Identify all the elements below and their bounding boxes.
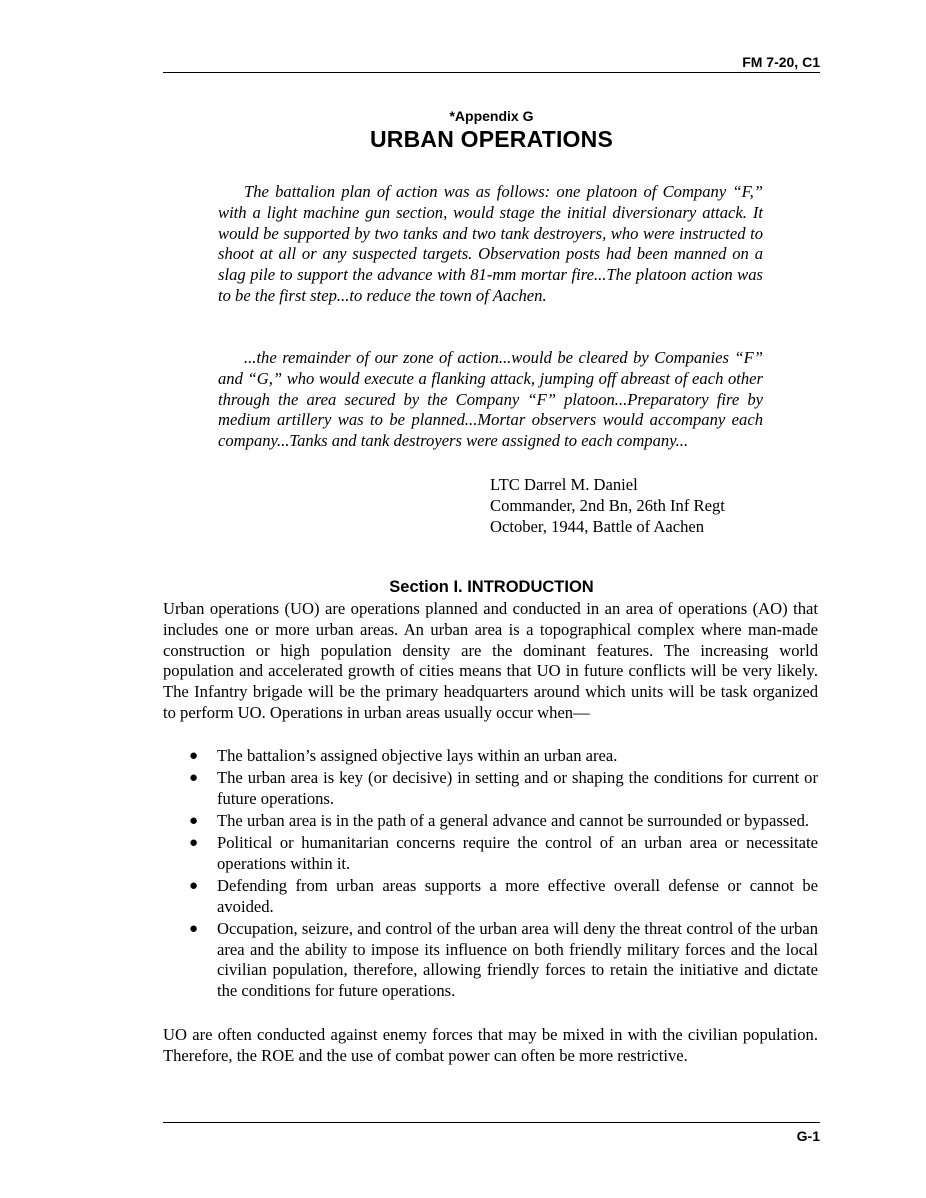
footer-rule	[163, 1122, 820, 1123]
quote-paragraph-2: ...the remainder of our zone of action...would be cleared by Companies “F” and “G,” who would execute a flanking attack, jumping off abreast of each other through the area secured by the Company “F” platoon...Preparatory fire by medium artillery was to be planned...Mortar observers would accompany each company...Tanks and tank destroyers were assigned to each company...	[218, 348, 763, 451]
list-item-text: The urban area is in the path of a general advance and cannot be surrounded or bypassed.	[217, 810, 810, 830]
bullet-icon: ●	[189, 920, 199, 937]
quote-attribution	[490, 475, 725, 537]
attribution-context: October, 1944, Battle of Aachen	[490, 516, 705, 536]
attribution-name: LTC Darrel M. Daniel	[490, 475, 638, 494]
list-item-text: The urban area is key (or decisive) in setting and or shaping the conditions for current or future operations.	[217, 768, 818, 808]
intro-paragraph: Urban operations (UO) are operations planned and conducted in an area of operations (AO) that includes one or more urban areas. An urban area is a topographical complex where man-made construction or high population density are the dominant features. The increasing world population and accelerated growth of cities means that UO in future conflicts will be very likely. The Infantry brigade will be the primary headquarters around which units will be task organized to perform UO. Operations in urban areas usually occur when—	[163, 599, 818, 722]
bullet-icon: ●	[189, 748, 199, 764]
quote-paragraph-1: The battalion plan of action was as follows: one platoon of Company “F,” with a light machine gun section, would stage the initial diversionary attack. It would be supported by two tanks and two tank destroyers, who were instructed to shoot at all or any suspected targets. Observation posts had been manned on a slag pile to support the advance with 81-mm mortar fire...The platoon action was to be the first step...to reduce the town of Aachen.	[218, 182, 763, 305]
header-rule	[163, 72, 820, 73]
list-item-text: Occupation, seizure, and control of the urban area will deny the threat control of the urban area and the ability to impose its influence on both friendly military forces and the local civilian population, therefore, allowing friendly forces to retain the initiative and dictate the conditions for future operations.	[217, 918, 818, 1001]
bullet-icon: ●	[189, 835, 199, 852]
list-item	[163, 919, 818, 1002]
bullet-icon: ●	[189, 812, 199, 829]
page-number: G-1	[796, 1128, 820, 1144]
closing-paragraph: UO are often conducted against enemy forces that may be mixed in with the civilian population. Therefore, the ROE and the use of combat power can often be more restrictive.	[163, 1025, 818, 1065]
appendix-label: *Appendix G	[449, 108, 534, 124]
page-title: URBAN OPERATIONS	[369, 126, 613, 152]
conditions-list	[163, 746, 818, 1003]
list-item	[163, 811, 818, 832]
list-item	[163, 833, 818, 875]
bullet-icon: ●	[189, 770, 199, 787]
attribution-position: Commander, 2nd Bn, 26th Inf Regt	[490, 495, 725, 515]
section-heading: Section I. INTRODUCTION	[389, 578, 594, 596]
list-item	[163, 768, 818, 810]
document-id: FM 7-20, C1	[742, 54, 820, 70]
list-item	[163, 746, 818, 767]
list-item	[163, 876, 818, 918]
list-item-text: Political or humanitarian concerns require the control of an urban area or necessitate operations within it.	[217, 833, 818, 873]
list-item-text: The battalion’s assigned objective lays within an urban area.	[217, 746, 618, 765]
list-item-text: Defending from urban areas supports a more effective overall defense or cannot be avoided.	[217, 875, 818, 916]
bullet-icon: ●	[189, 877, 199, 894]
